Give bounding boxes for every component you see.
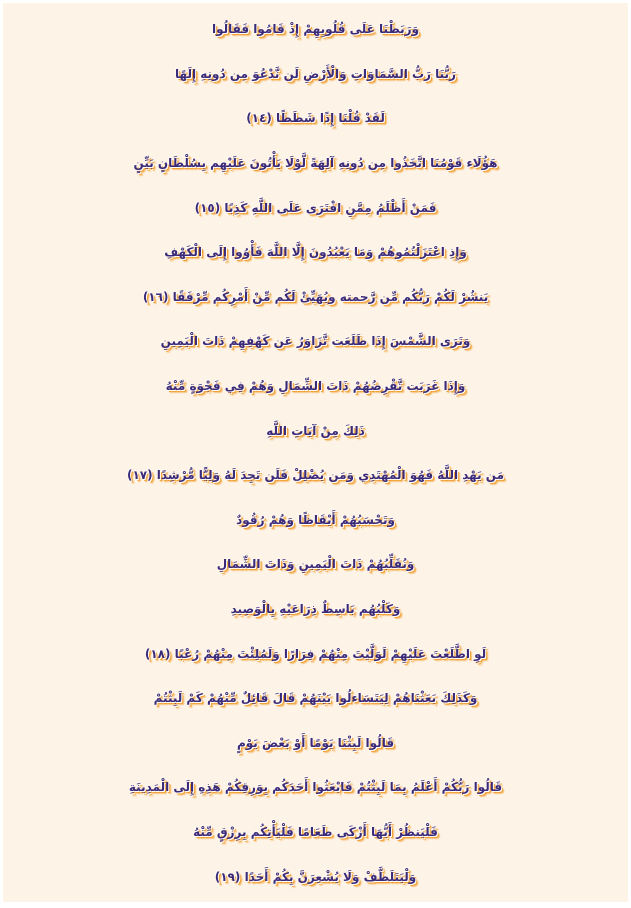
verse-line: قَالُوا لَبِثْنَا يَوْمًا أَوْ بَعْضَ يَوْمٍ: [236, 735, 395, 750]
verse-line: وَتَحْسَبُهُمْ أَيْقَاظًا وَهُمْ رُقُودٌ: [236, 512, 395, 527]
verse-line: وَكَلْبُهُم بَاسِطٌ ذِرَاعَيْهِ بِالْوَصِيدِ: [230, 602, 401, 617]
verse-line: لَوِ اطَّلَعْتَ عَلَيْهِمْ لَوَلَّيْتَ مِنْهُمْ فِرَارًا وَلَمُلِئْتَ مِنْهُمْ رُعْبًا (١٨): [144, 646, 487, 661]
verse-line: وَتَرَى الشَّمْسَ إِذَا طَلَعَت تَّزَاوَرُ عَن كَهْفِهِمْ ذَاتَ الْيَمِينِ: [160, 334, 471, 349]
verse-line: وَإِذَا غَرَبَت تَّقْرِضُهُمْ ذَاتَ الشِّمَالِ وَهُمْ فِي فَجْوَةٍ مِّنْهُ: [165, 379, 466, 394]
verse-line: هَؤُلَاء قَوْمُنَا اتَّخَذُوا مِن دُونِهِ آلِهَةً لَّوْلَا يَأْتُونَ عَلَيْهِم بِسُلْطَانٍ بَيِّنٍ: [133, 156, 498, 171]
verse-line: لَقَدْ قُلْنَا إِذًا شَطَطًا (١٤): [246, 111, 385, 126]
verse-line: فَمَنْ أَظْلَمُ مِمَّنِ افْتَرَى عَلَى اللَّهِ كَذِبًا (١٥): [194, 200, 437, 215]
verse-line: ذَلِكَ مِنْ آيَاتِ اللَّهِ: [266, 423, 365, 438]
verse-line: مَن يَهْدِ اللَّهُ فَهُوَ الْمُهْتَدِي وَمَن يُضْلِلْ فَلَن تَجِدَ لَهُ وَلِيًّا مُّرْشِدًا (١٧): [126, 468, 505, 483]
verse-line: فَلْيَنظُرْ أَيُّهَا أَزْكَى طَعَامًا فَلْيَأْتِكُم بِرِزْقٍ مِّنْهُ: [193, 824, 438, 839]
verse-line: رَبُّنَا رَبُّ السَّمَاوَاتِ وَالْأَرْضِ لَن نَّدْعُوَ مِن دُونِهِ إِلَهًا: [175, 66, 456, 81]
verse-list: [3, 7, 628, 899]
verse-line: وَلْيَتَلَطَّفْ وَلَا يُشْعِرَنَّ بِكُمْ أَحَدًا (١٩): [214, 869, 417, 884]
verse-line: وَرَبَطْنَا عَلَى قُلُوبِهِمْ إِذْ قَامُوا فَقَالُوا: [211, 22, 420, 37]
verse-line: وَنُقَلِّبُهُمْ ذَاتَ الْيَمِينِ وَذَاتَ الشِّمَالِ: [216, 557, 415, 572]
document-page: [3, 3, 628, 902]
verse-line: قَالُوا رَبُّكُمْ أَعْلَمُ بِمَا لَبِثْتُمْ فَابْعَثُوا أَحَدَكُم بِوَرِقِكُمْ هَذِهِ إِلَى الْمَدِينَةِ: [128, 780, 503, 795]
verse-line: وَإِذِ اعْتَزَلْتُمُوهُمْ وَمَا يَعْبُدُونَ إِلَّا اللَّهَ فَأْوُوا إِلَى الْكَهْفِ: [164, 245, 467, 260]
verse-line: وَكَذَلِكَ بَعَثْنَاهُمْ لِيَتَسَاءلُوا بَيْنَهُمْ قَالَ قَائِلٌ مِّنْهُمْ كَمْ لَبِثْتُمْ: [153, 691, 478, 706]
verse-line: يَنشُرْ لَكُمْ رَبُّكُم مِّن رَّحمته ويُهَيِّئْ لَكُم مِّنْ أَمْرِكُم مِّرْفَقًا (١٦): [142, 289, 489, 304]
